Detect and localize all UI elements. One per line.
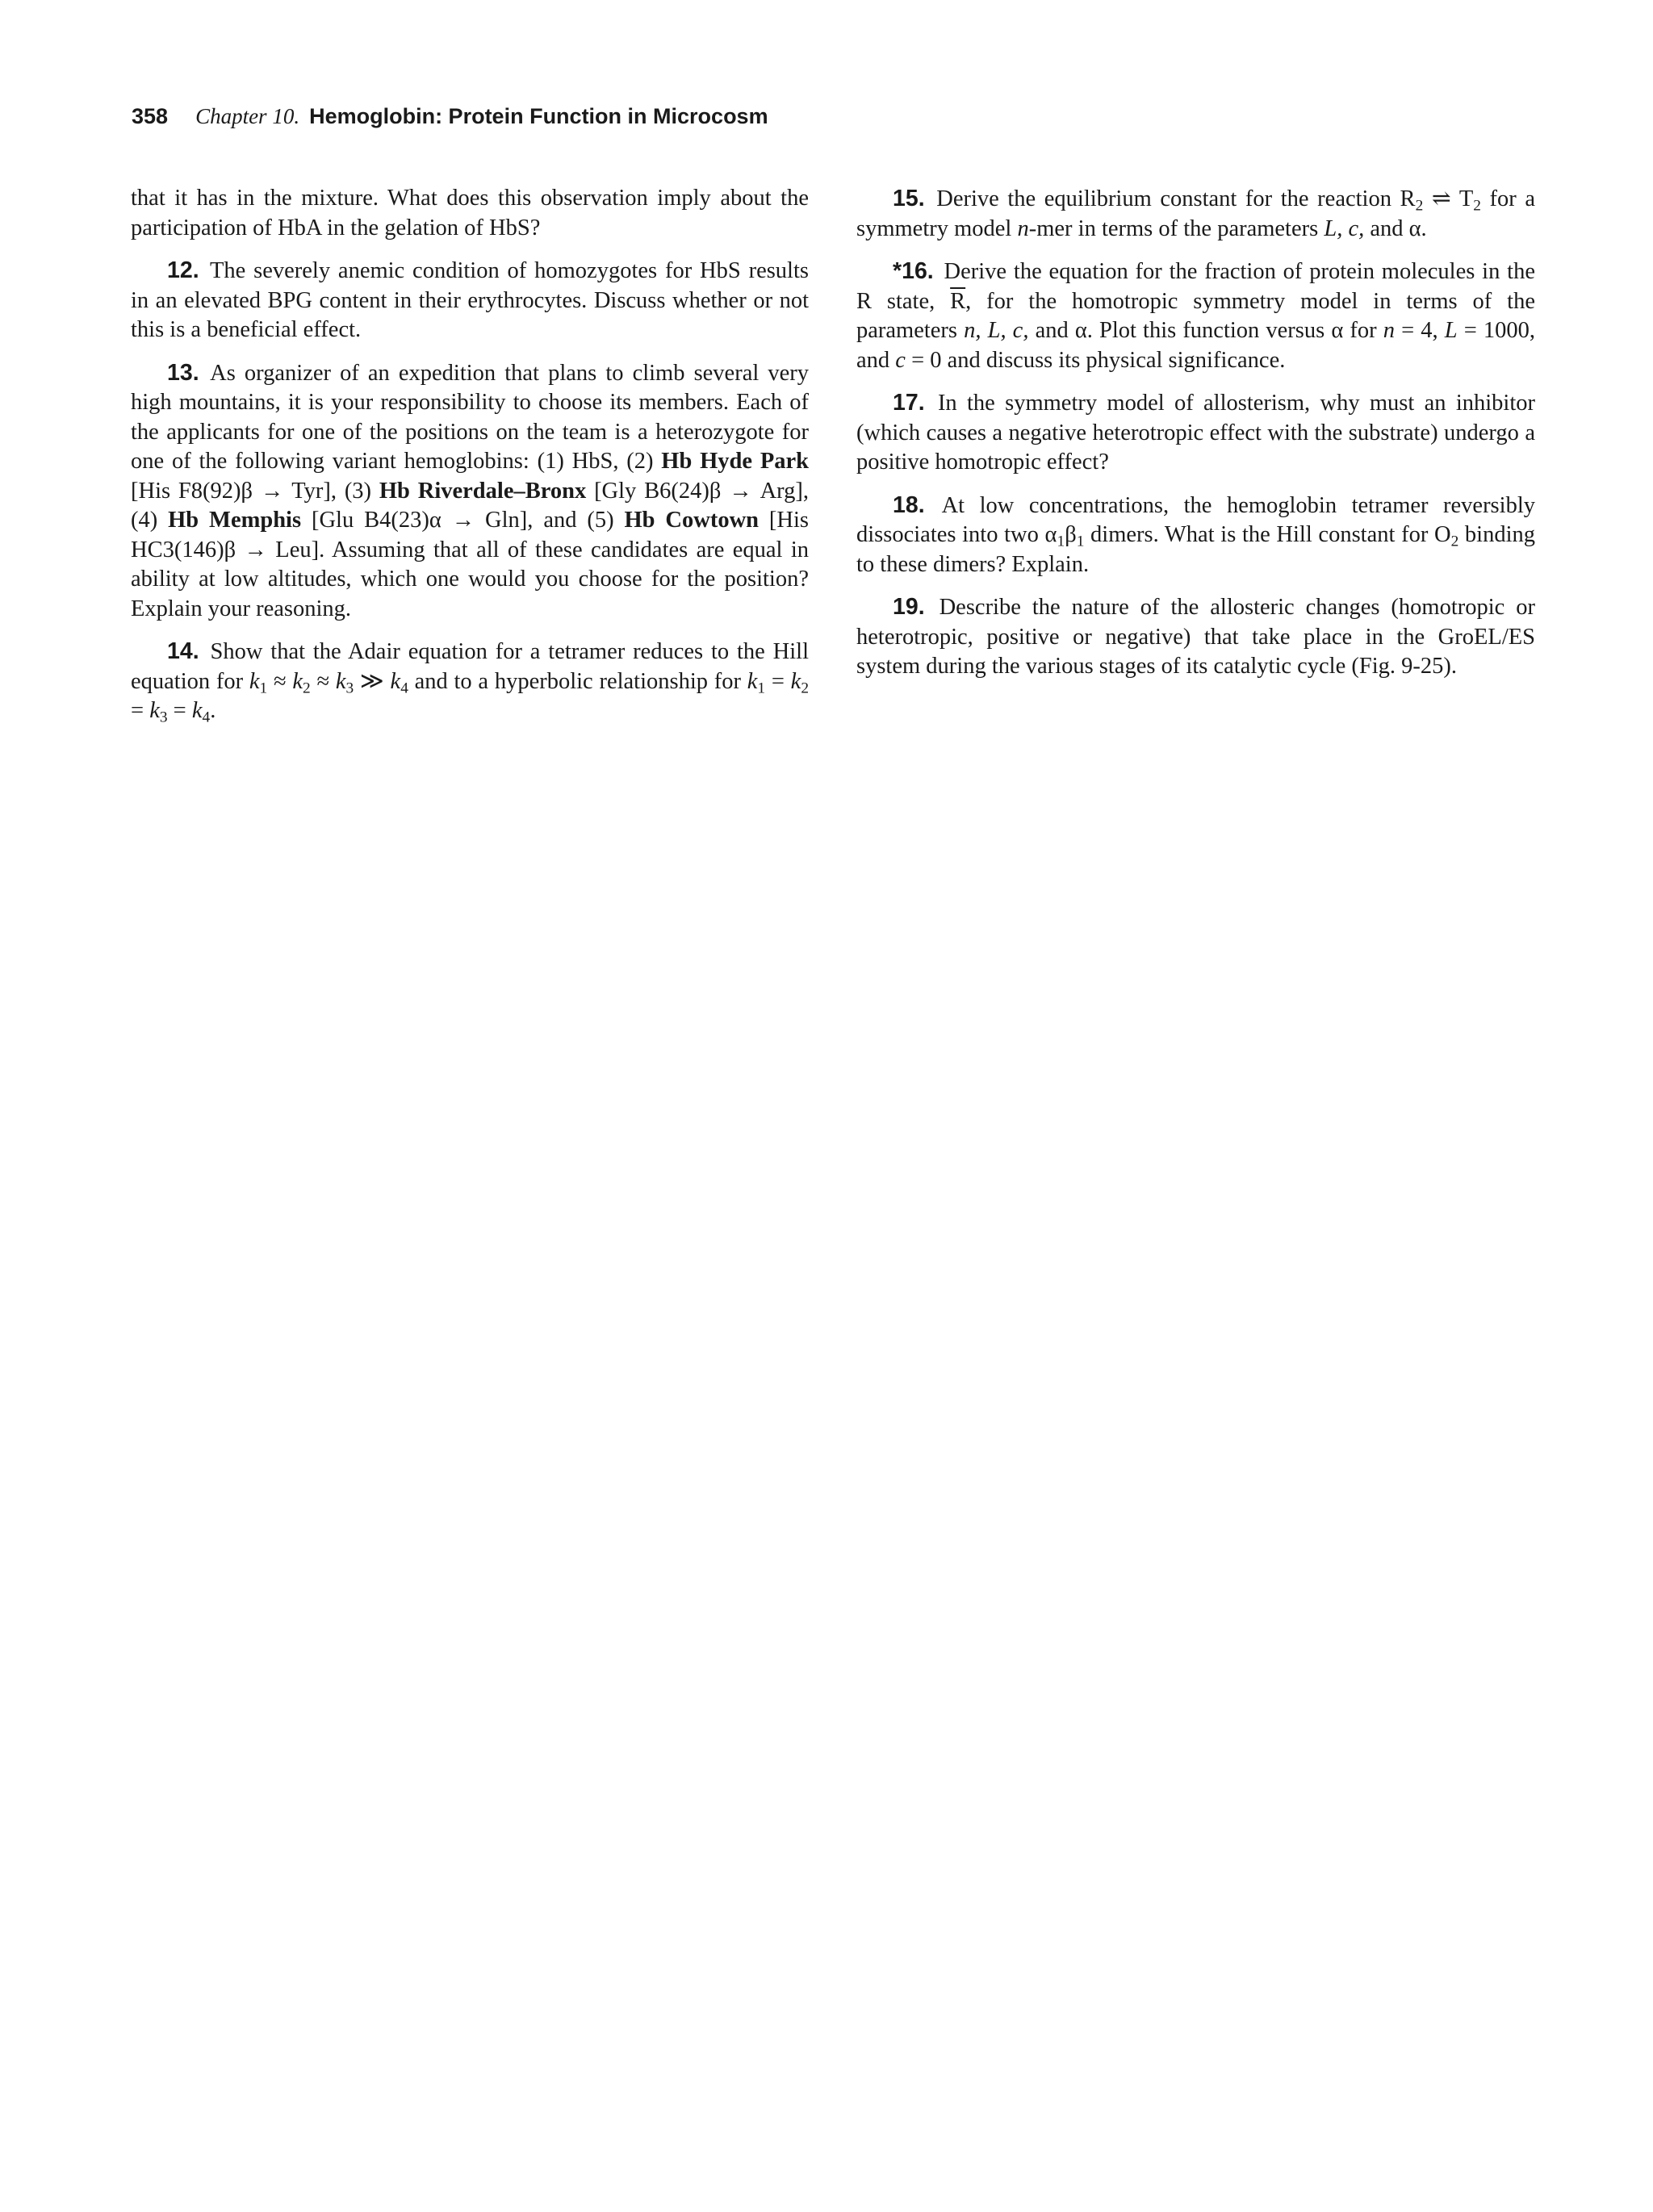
- question-text: = 1000, and: [856, 318, 1536, 373]
- page-number: 358: [132, 104, 169, 128]
- chapter-label: Chapter 10.: [195, 104, 300, 128]
- question-text: -mer in terms of the parameters: [1028, 215, 1324, 241]
- question-11-continuation: that it has in the mixture. What does this observation imply about the participation of HbA in the gelation of HbS?: [131, 186, 809, 240]
- question-number: 19.: [893, 594, 925, 620]
- variant-name: Hb Hyde Park: [661, 449, 809, 474]
- question-14: [131, 637, 809, 726]
- question-19: [856, 592, 1535, 682]
- question-number: 15.: [893, 186, 925, 211]
- question-text: Describe the nature of the allosteric changes (homotropic or heterotropic, positive or negative) that take place in the GroEL/ES system during the various stages of its catalytic cycle (Fig. 9-25).: [856, 595, 1535, 679]
- question-13: [131, 358, 809, 625]
- question-text: [His F8(92)β → Tyr], (3): [131, 478, 379, 504]
- question-number: 17.: [893, 390, 925, 416]
- question-text: and α.: [1364, 215, 1427, 241]
- question-18: 18. At low concentrations, the hemoglobin tetramer reversibly dissociates into two $\alpha_1\beta_1$ dimers. What is the Hill constant for $O_2$ binding to these dimers? Explain.: [856, 491, 1536, 577]
- variant-name: Hb Cowtown: [624, 508, 760, 533]
- question-text: = 0 and discuss its physical significance.: [905, 347, 1286, 373]
- question-text: The severely anemic condition of homozygotes for HbS results in an elevated BPG content in their erythrocytes. Discuss whether or not this is a beneficial effect.: [131, 258, 809, 342]
- equation-inline: $k_1 = k_2 = k_3 = k_4$.: [131, 668, 809, 726]
- variant-name: Hb Riverdale–Bronx: [379, 478, 587, 504]
- question-text: binding to these dimers? Explain.: [856, 522, 1536, 577]
- question-text: Derive the equilibrium constant for the reaction R: [936, 186, 1416, 211]
- question-text: [Gly B6(24)β → Arg], (4): [131, 478, 809, 533]
- question-text: dimers. What is the Hill constant for O: [1084, 522, 1451, 547]
- question-text: Show that the Adair equation for a tetramer reduces to the Hill equation for: [131, 639, 810, 694]
- right-column: [856, 184, 1535, 695]
- question-number: 18.: [893, 491, 925, 518]
- question-text: [Glu B4(23)α → Gln], and (5): [301, 508, 625, 533]
- running-header: [132, 100, 768, 132]
- question-text: and to a hyperbolic relationship for: [408, 668, 747, 694]
- question-text: In the symmetry model of allosterism, why must an inhibitor (which causes a negative heterotropic effect with the substrate) undergo a positive homotropic effect?: [856, 391, 1535, 475]
- question-text: = 4,: [1394, 318, 1445, 343]
- question-text: for a symmetry model: [856, 186, 1536, 241]
- question-number: 14.: [167, 638, 199, 664]
- chapter-title: Hemoglobin: Protein Function in Microcosm: [309, 104, 768, 128]
- question-text: , for the homotropic symmetry model in terms of the parameters: [856, 288, 1535, 343]
- question-text: and α. Plot this function versus α for: [1028, 318, 1383, 343]
- question-12: [131, 256, 809, 345]
- question-text: At low concentrations, the hemoglobin tetramer reversibly dissociates into two α: [856, 492, 1535, 547]
- equation-inline: $k_1 \approx k_2 \approx k_3$ ≫ $k_4$: [249, 668, 408, 696]
- question-17: [856, 388, 1535, 478]
- question-number: 13.: [167, 359, 199, 386]
- variant-name: Hb Memphis: [168, 508, 302, 533]
- left-column: [131, 184, 809, 739]
- r-bar-symbol: $\overline{R}$: [950, 288, 966, 314]
- equilibrium-arrow: ⇌: [1431, 186, 1451, 211]
- question-text: [His HC3(146)β → Leu]. Assuming that all of these candidates are equal in ability at low altitudes, which one would you choose for the position? Explain your reasoning.: [131, 508, 809, 621]
- question-number: *16.: [893, 258, 934, 284]
- question-16: *16. Derive the equation for the fraction of protein molecules in the R state, $\overline{R}$, for the homotropic symmetry model in terms of the parameters n, L, c, and α. Plot this function versus α for n = 4, L = 1000, and c = 0 and discuss its physical significance.: [856, 258, 1536, 373]
- question-number: 12.: [167, 257, 199, 283]
- question-text: As organizer of an expedition that plans to climb several very high mountains, it is your responsibility to choose its members. Each of the applicants for one of the positions on the team is a heterozygote for one of the following variant hemoglobins: (1) HbS, (2): [131, 360, 809, 474]
- question-15: 15. Derive the equilibrium constant for the reaction $R_2$ ⇌ $T_2$ for a symmetry model n-mer in terms of the parameters L, c, and α.: [856, 186, 1536, 241]
- question-text: Derive the equation for the fraction of protein molecules in the R state,: [856, 259, 1535, 314]
